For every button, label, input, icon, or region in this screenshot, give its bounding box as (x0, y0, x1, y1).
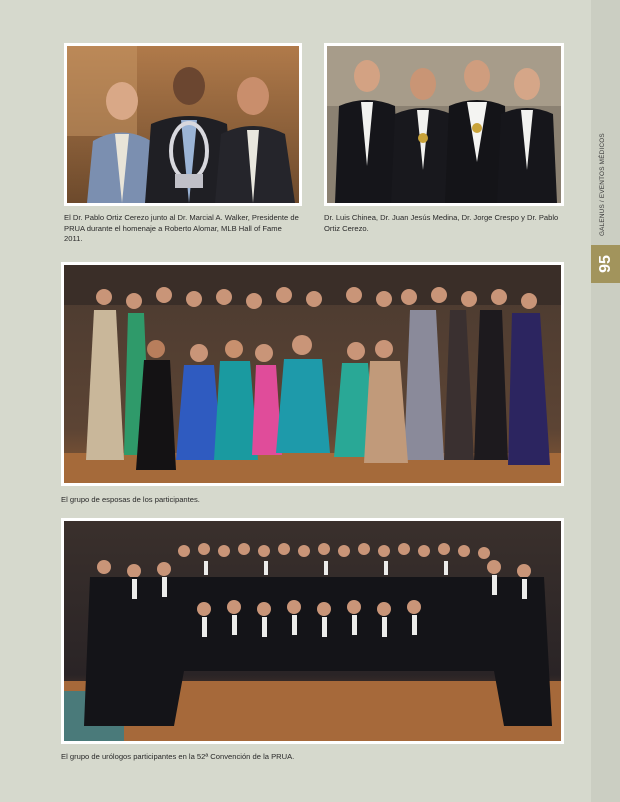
photo-four-doctors-image (327, 46, 561, 203)
page-number: 95 (596, 255, 614, 273)
photo-award-presentation-image (67, 46, 299, 203)
photo-urologists-group (61, 518, 564, 744)
photo-spouses-group (61, 262, 564, 486)
photo-urologists-group-image (64, 521, 561, 741)
photo-award-presentation (64, 43, 302, 206)
photo-spouses-group-caption: El grupo de esposas de los participantes. (61, 495, 200, 504)
photo-award-presentation-caption: El Dr. Pablo Ortiz Cerezo junto al Dr. Marcial A. Walker, Presidente de PRUA durante el homenaje a Roberto Alomar, MLB Hall of Fame 2011. (64, 213, 299, 243)
photo-spouses-group-image (64, 265, 561, 483)
photo-urologists-group-caption: El grupo de urólogos participantes en la 52ª Convención de la PRUA. (61, 752, 295, 761)
page-number-badge (591, 245, 620, 283)
photo-four-doctors (324, 43, 564, 206)
photo-four-doctors-caption: Dr. Luis Chinea, Dr. Juan Jesús Medina, Dr. Jorge Crespo y Dr. Pablo Ortiz Cerezo. (324, 213, 559, 233)
side-strip (591, 0, 620, 802)
section-label: GALENUS / EVENTOS MÉDICOS (599, 133, 606, 236)
